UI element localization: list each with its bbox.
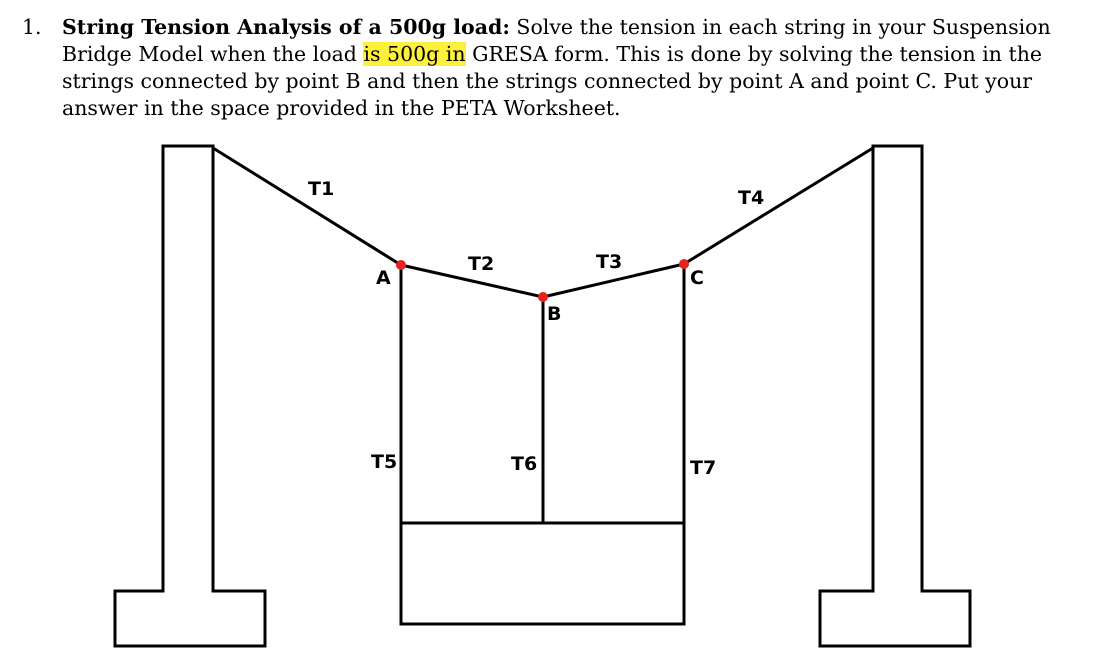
label-t5: T5 [371,451,398,473]
label-t1: T1 [308,178,335,200]
joint-c-marker [679,259,689,269]
right-tower [820,146,970,646]
question-number: 1. [22,15,42,39]
label-point-a: A [376,267,391,289]
joint-a-marker [396,260,406,270]
label-t4: T4 [738,187,765,209]
label-t2: T2 [468,253,495,275]
label-t3: T3 [596,251,623,273]
label-t7: T7 [690,457,717,479]
load-box [401,523,684,624]
label-point-b: B [547,303,562,325]
question-text-part-2: GRESA form. This is done by solving the tension in the strings connected by point B and then the strings connected by point A and point C. Put your answer in the space provided in the PETA Worksheet. [62,42,1043,120]
highlighted-text: is 500g in [363,42,466,66]
question-title: String Tension Analysis of a 500g load: [62,15,510,39]
left-tower [115,146,265,646]
string-t4 [684,148,873,264]
joint-b-marker [538,292,548,302]
label-t6: T6 [511,453,538,475]
label-point-c: C [690,267,704,289]
question-text-part-1: Solve the tension in each string in your Suspension Bridge Model when the load [62,15,1051,66]
string-t1 [213,148,401,265]
